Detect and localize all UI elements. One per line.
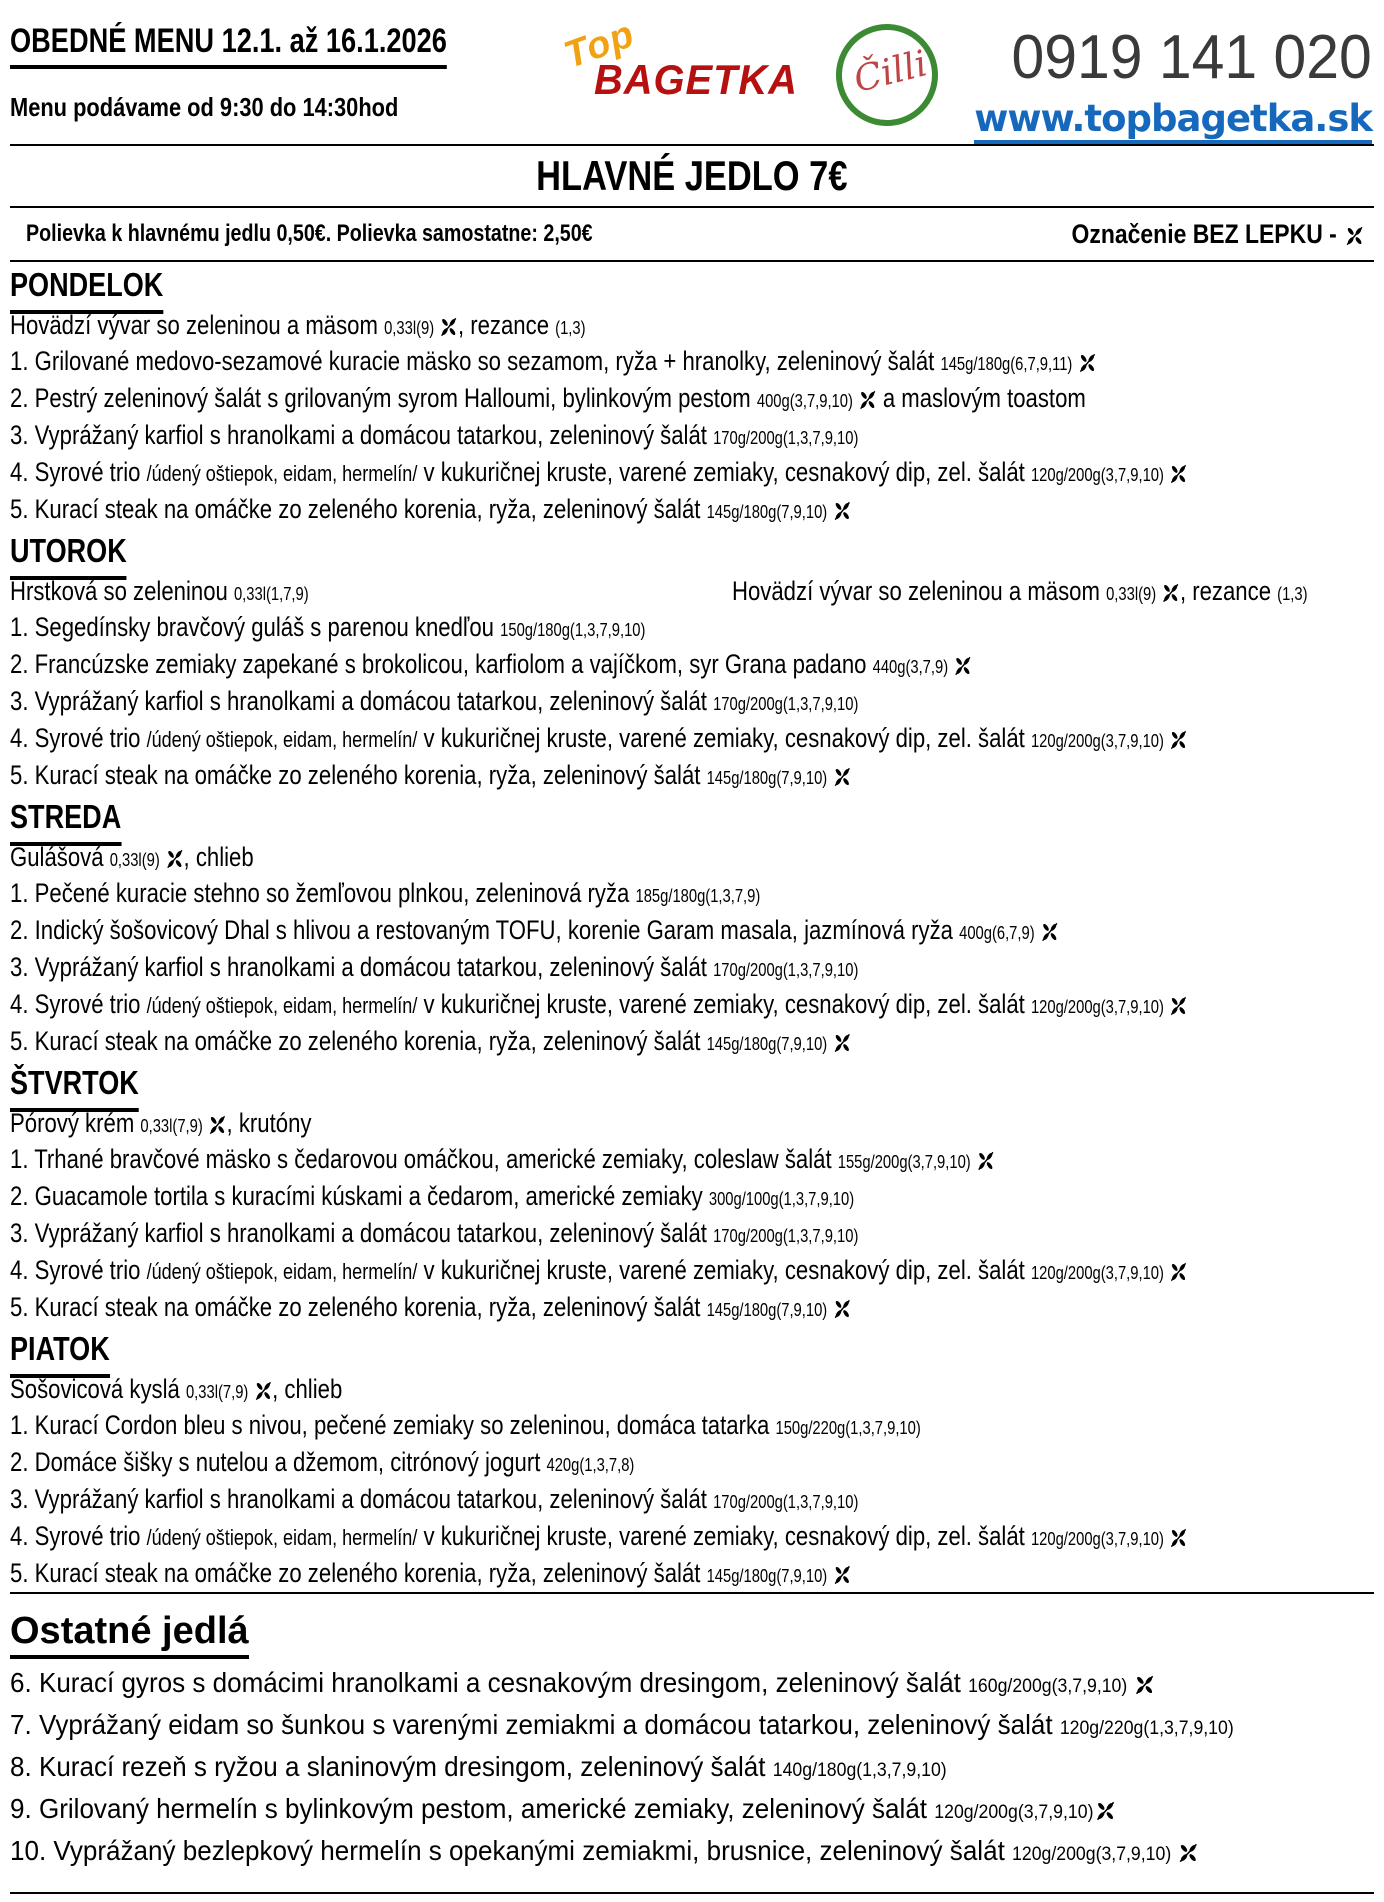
menu-item (10, 1746, 1374, 1788)
portion-allergen-info: 120g/200g(3,7,9,10) (1030, 731, 1169, 751)
menu-item (10, 1481, 1374, 1518)
dish-text: v kukuričnej kruste, varené zemiaky, cesnakový dip, zel. šalát (417, 1521, 1031, 1551)
soup-line (10, 1106, 1374, 1141)
menu-item (10, 454, 1374, 491)
portion-allergen-info: 420g(1,3,7,8) (546, 1455, 635, 1475)
portion-allergen-info: 150g/220g(1,3,7,9,10) (775, 1418, 921, 1438)
dish-text: Šošovicová kyslá (10, 1374, 186, 1404)
gluten-free-icon (1134, 1674, 1154, 1696)
day-section (10, 1326, 1374, 1592)
menu-item (10, 380, 1374, 417)
dish-text: /údený oštiepok, eidam, hermelín/ (146, 1259, 418, 1284)
dish-text: 1. Pečené kuracie stehno so žemľovou plnkou, zeleninová ryža (10, 878, 636, 908)
portion-allergen-info: 145g/180g(7,9,10) (706, 768, 832, 788)
gluten-free-icon (440, 316, 458, 338)
other-dishes-heading: Ostatné jedlá (10, 1610, 249, 1659)
day-section (10, 794, 1374, 1060)
gluten-free-icon (1170, 995, 1188, 1017)
dish-text: Hovädzí vývar so zeleninou a mäsom (10, 310, 385, 340)
gluten-free-icon (1345, 225, 1364, 247)
dish-text: 2. Domáce šišky s nutelou a džemom, citrónový jogurt (10, 1447, 547, 1477)
dish-text: , rezance (457, 310, 556, 340)
menu-item (10, 491, 1374, 528)
portion-allergen-info: 145g/180g(7,9,10) (706, 1566, 832, 1586)
dish-text: a maslovým toastom (876, 383, 1086, 413)
menu-item (10, 1178, 1374, 1215)
dish-text: 6. Kurací gyros s domácimi hranolkami a cesnakovým dresingom, zeleninový šalát (10, 1667, 969, 1698)
portion-allergen-info: 120g/200g(3,7,9,10) (1030, 997, 1169, 1017)
dish-text: Hovädzí vývar so zeleninou a mäsom (732, 576, 1107, 606)
portion-allergen-info: 120g/200g(3,7,9,10) (934, 1802, 1094, 1823)
soup-option (10, 574, 732, 613)
day-section (10, 262, 1374, 528)
soup-option (10, 840, 307, 879)
dish-text: 4. Syrové trio (10, 457, 147, 487)
dish-text: 4. Syrové trio (10, 989, 147, 1019)
portion-allergen-info: 170g/200g(1,3,7,9,10) (713, 428, 859, 448)
menu-item (10, 1407, 1374, 1444)
portion-allergen-info: 145g/180g(7,9,10) (706, 502, 832, 522)
portion-allergen-info: 170g/200g(1,3,7,9,10) (713, 694, 859, 714)
menu-item (10, 1252, 1374, 1289)
portion-allergen-info: 145g/180g(6,7,9,11) (940, 354, 1077, 374)
portion-allergen-info: 0,33l(9) (1106, 584, 1161, 604)
menu-item (10, 1289, 1374, 1326)
brand-logo (558, 13, 958, 134)
dish-text: v kukuričnej kruste, varené zemiaky, cesnakový dip, zel. šalát (417, 1255, 1031, 1285)
gluten-free-icon (209, 1114, 227, 1136)
day-section (10, 1060, 1374, 1326)
soup-option (10, 1372, 415, 1411)
dish-text: 5. Kurací steak na omáčke zo zeleného korenia, ryža, zeleninový šalát (10, 1026, 707, 1056)
menu-item (10, 417, 1374, 454)
gluten-free-icon (859, 389, 877, 411)
dish-text: 3. Vyprážaný karfiol s hranolkami a domácou tatarkou, zeleninový šalát (10, 1484, 714, 1514)
dish-text: , krutóny (226, 1108, 312, 1138)
logo-top-text: Top (558, 13, 641, 77)
menu-item (10, 1662, 1374, 1704)
dish-text: 2. Pestrý zeleninový šalát s grilovaným syrom Halloumi, bylinkovým pestom (10, 383, 757, 413)
dish-text: 3. Vyprážaný karfiol s hranolkami a domácou tatarkou, zeleninový šalát (10, 686, 714, 716)
gluten-free-icon (833, 1564, 851, 1586)
gluten-free-icon (833, 1032, 851, 1054)
day-heading: STREDA (10, 794, 121, 846)
portion-allergen-info: 145g/180g(7,9,10) (706, 1034, 832, 1054)
portion-allergen-info: 145g/180g(7,9,10) (706, 1300, 832, 1320)
portion-allergen-info: 300g/100g(1,3,7,9,10) (708, 1189, 855, 1209)
dish-text: /údený oštiepok, eidam, hermelín/ (146, 993, 418, 1018)
gluten-free-icon (833, 1298, 851, 1320)
menu-title: OBEDNÉ MENU 12.1. až 16.1.2026 (10, 22, 447, 69)
day-heading: UTOROK (10, 528, 127, 580)
portion-allergen-info: (1,3) (555, 318, 586, 338)
soup-price-note: Polievka k hlavnému jedlu 0,50€. Polievka samostatne: 2,50€ (26, 220, 593, 247)
menu-item (10, 1141, 1374, 1178)
dish-text: 2. Indický šošovicový Dhal s hlivou a restovaným TOFU, korenie Garam masala, jazmínová ryža (10, 915, 960, 945)
dish-text: /údený oštiepok, eidam, hermelín/ (146, 461, 418, 486)
portion-allergen-info: 0,33l(9) (384, 318, 439, 338)
portion-allergen-info: 120g/200g(3,7,9,10) (1030, 465, 1169, 485)
cilli-badge-text: Čilli (849, 43, 932, 101)
gluten-free-icon (1078, 352, 1096, 374)
menu-item (10, 683, 1374, 720)
gluten-free-note (1072, 219, 1364, 250)
dish-text: 3. Vyprážaný karfiol s hranolkami a domácou tatarkou, zeleninový šalát (10, 420, 714, 450)
gluten-free-icon (1170, 1261, 1188, 1283)
portion-allergen-info: 140g/180g(1,3,7,9,10) (772, 1760, 947, 1781)
dish-text: 5. Kurací steak na omáčke zo zeleného korenia, ryža, zeleninový šalát (10, 1558, 707, 1588)
portion-allergen-info: 185g/180g(1,3,7,9) (635, 886, 761, 906)
day-heading: PIATOK (10, 1326, 110, 1378)
dish-text: 4. Syrové trio (10, 1255, 147, 1285)
dish-text: 8. Kurací rezeň s ryžou a slaninovým dresingom, zeleninový šalát (10, 1751, 773, 1782)
dish-text: , rezance (1179, 576, 1278, 606)
portion-allergen-info: 120g/200g(3,7,9,10) (1030, 1263, 1169, 1283)
menu-item (10, 1518, 1374, 1555)
dish-text: 5. Kurací steak na omáčke zo zeleného korenia, ryža, zeleninový šalát (10, 1292, 707, 1322)
gluten-free-icon (833, 766, 851, 788)
page-header (10, 13, 1374, 144)
dish-text: 10. Vyprážaný bezlepkový hermelín s opekanými zemiakmi, brusnice, zeleninový šalát (10, 1835, 1013, 1866)
portion-allergen-info: 120g/220g(1,3,7,9,10) (1059, 1718, 1234, 1739)
dish-text: 1. Segedínsky bravčový guláš s parenou knedľou (10, 612, 501, 642)
portion-allergen-info: 120g/200g(3,7,9,10) (1012, 1844, 1177, 1865)
gluten-free-icon (165, 848, 183, 870)
day-section (10, 528, 1374, 794)
menu-item (10, 986, 1374, 1023)
dish-text: Hrstková so zeleninou (10, 576, 234, 606)
dish-text: v kukuričnej kruste, varené zemiaky, cesnakový dip, zel. šalát (417, 723, 1031, 753)
main-dish-title: HLAVNÉ JEDLO 7€ (536, 152, 848, 199)
dish-text: 1. Trhané bravčové mäsko s čedarovou omáčkou, americké zemiaky, coleslaw šalát (10, 1144, 838, 1174)
menu-item (10, 720, 1374, 757)
dish-text: , chlieb (183, 842, 254, 872)
dish-text: 5. Kurací steak na omáčke zo zeleného korenia, ryža, zeleninový šalát (10, 760, 707, 790)
portion-allergen-info: 170g/200g(1,3,7,9,10) (713, 1226, 859, 1246)
gluten-free-icon (976, 1150, 994, 1172)
gluten-free-icon (1170, 1527, 1188, 1549)
dish-text: /údený oštiepok, eidam, hermelín/ (146, 1525, 418, 1550)
menu-item (10, 1830, 1374, 1872)
soup-line (10, 574, 1374, 609)
portion-allergen-info: 170g/200g(1,3,7,9,10) (713, 960, 859, 980)
menu-item (10, 1555, 1374, 1592)
dish-text: Gulášová (10, 842, 110, 872)
portion-allergen-info: 0,33l(9) (109, 850, 164, 870)
soup-option (10, 308, 712, 347)
dish-text: 1. Kurací Cordon bleu s nivou, pečené zemiaky so zeleninou, domáca tatarka (10, 1410, 776, 1440)
menu-item (10, 646, 1374, 683)
portion-allergen-info: 0,33l(7,9) (185, 1382, 253, 1402)
dish-text: Označenie BEZ LEPKU - (1071, 218, 1344, 249)
portion-allergen-info: 0,33l(1,7,9) (233, 584, 309, 604)
gluten-free-icon (1178, 1842, 1198, 1864)
dish-text: 3. Vyprážaný karfiol s hranolkami a domácou tatarkou, zeleninový šalát (10, 1218, 714, 1248)
gluten-free-icon (954, 655, 972, 677)
gluten-free-icon (1040, 921, 1058, 943)
soup-option (732, 574, 1384, 613)
portion-allergen-info: 170g/200g(1,3,7,9,10) (713, 1492, 859, 1512)
logo-bagetka-text: BAGETKA (594, 56, 798, 103)
gluten-free-icon (1170, 463, 1188, 485)
portion-allergen-info: (1,3) (1277, 584, 1308, 604)
dish-text: 2. Guacamole tortila s kuracími kúskami a čedarom, americké zemiaky (10, 1181, 709, 1211)
soup-line (10, 308, 1374, 343)
day-heading: PONDELOK (10, 262, 163, 314)
daily-menu-list (10, 262, 1374, 1592)
menu-item (10, 1704, 1374, 1746)
portion-allergen-info: 120g/200g(3,7,9,10) (1030, 1529, 1169, 1549)
menu-item (10, 609, 1374, 646)
menu-item (10, 1788, 1374, 1830)
menu-item (10, 343, 1374, 380)
gluten-free-icon (1095, 1800, 1115, 1822)
divider (10, 1892, 1374, 1894)
portion-allergen-info: 155g/200g(3,7,9,10) (837, 1152, 975, 1172)
menu-item (10, 1444, 1374, 1481)
menu-item (10, 949, 1374, 986)
portion-allergen-info: 400g(3,7,9,10) (756, 391, 857, 411)
soup-line (10, 840, 1374, 875)
dish-text: v kukuričnej kruste, varené zemiaky, cesnakový dip, zel. šalát (417, 989, 1031, 1019)
gluten-free-icon (254, 1380, 272, 1402)
dish-text: Pórový krém (10, 1108, 141, 1138)
dish-text: v kukuričnej kruste, varené zemiaky, cesnakový dip, zel. šalát (417, 457, 1031, 487)
portion-allergen-info: 400g(6,7,9) (959, 923, 1039, 943)
menu-item (10, 912, 1374, 949)
dish-text: , chlieb (272, 1374, 343, 1404)
menu-item (10, 1215, 1374, 1252)
menu-item (10, 1023, 1374, 1060)
phone-number: 0919 141 020 (1011, 23, 1372, 92)
dish-text: 1. Grilované medovo-sezamové kuracie mäsko so sezamom, ryža + hranolky, zeleninový šalát (10, 346, 941, 376)
notes-row (10, 208, 1374, 260)
dish-text: 2. Francúzske zemiaky zapekané s brokolicou, karfiolom a vajíčkom, syr Grana padano (10, 649, 873, 679)
menu-item (10, 875, 1374, 912)
portion-allergen-info: 160g/200g(3,7,9,10) (968, 1676, 1133, 1697)
main-dish-banner (10, 146, 1374, 206)
dish-text: 4. Syrové trio (10, 723, 147, 753)
menu-item (10, 757, 1374, 794)
dish-text: 4. Syrové trio (10, 1521, 147, 1551)
dish-text: 5. Kurací steak na omáčke zo zeleného korenia, ryža, zeleninový šalát (10, 494, 707, 524)
portion-allergen-info: 440g(3,7,9) (872, 657, 953, 677)
soup-line (10, 1372, 1374, 1407)
website-link[interactable]: www.topbagetka.sk (974, 97, 1372, 144)
dish-text: 9. Grilovaný hermelín s bylinkovým pestom, americké zemiaky, zeleninový šalát (10, 1793, 935, 1824)
soup-option (10, 1106, 378, 1145)
gluten-free-icon (833, 500, 851, 522)
cilli-badge (831, 19, 943, 131)
dish-text: /údený oštiepok, eidam, hermelín/ (146, 727, 418, 752)
dish-text: 3. Vyprážaný karfiol s hranolkami a domácou tatarkou, zeleninový šalát (10, 952, 714, 982)
gluten-free-icon (1162, 582, 1180, 604)
gluten-free-icon (1170, 729, 1188, 751)
serving-hours-label: Menu podávame od 9:30 do 14:30hod (10, 92, 399, 122)
portion-allergen-info: 0,33l(7,9) (140, 1116, 207, 1136)
dish-text: 7. Vyprážaný eidam so šunkou s varenými zemiakmi a domácou tatarkou, zeleninový šalát (10, 1709, 1060, 1740)
portion-allergen-info: 150g/180g(1,3,7,9,10) (500, 620, 646, 640)
other-dishes-section (10, 1606, 1374, 1872)
day-heading: ŠTVRTOK (10, 1060, 139, 1112)
